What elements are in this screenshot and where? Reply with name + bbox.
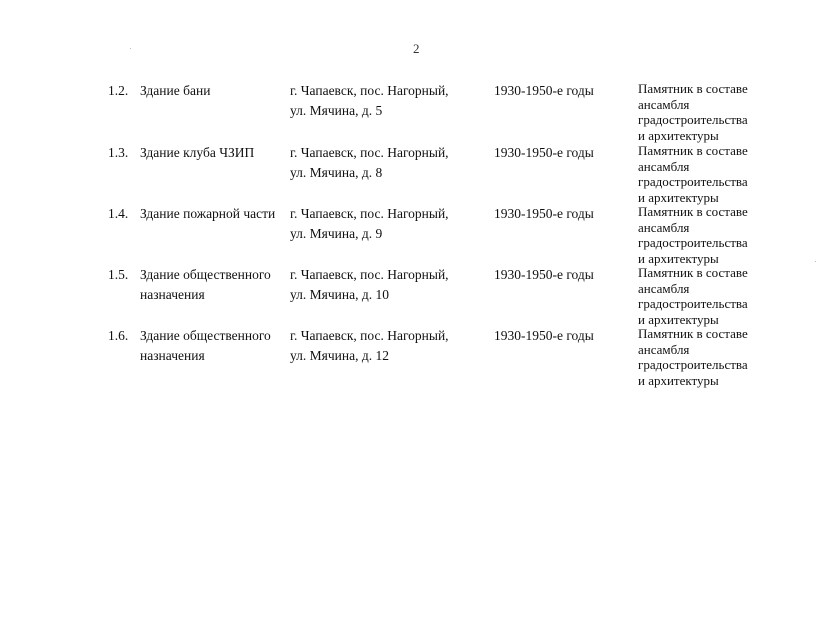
address-line: г. Чапаевск, пос. Нагорный, [290, 328, 449, 343]
address-line: г. Чапаевск, пос. Нагорный, [290, 145, 449, 160]
object-status [638, 326, 748, 388]
status-line: и архитектуры [638, 311, 719, 327]
status-line: градостроительства [638, 174, 748, 189]
status-line: и архитектуры [638, 372, 719, 388]
address-line: ул. Мячина, д. 5 [290, 103, 383, 118]
status-line: градостроительства [638, 357, 748, 372]
object-name-line: назначения [140, 348, 205, 363]
object-status [638, 265, 748, 327]
object-name-line: Здание пожарной части [140, 206, 276, 221]
object-address [290, 326, 449, 366]
status-line: ансамбля [638, 96, 690, 112]
object-name-line: Здание клуба ЧЗИП [140, 145, 255, 160]
address-line: г. Чапаевск, пос. Нагорный, [290, 206, 449, 221]
scan-speck [130, 48, 131, 49]
object-name-line: Здание бани [140, 83, 211, 98]
row-number: 1.4. [108, 206, 129, 221]
address-line: ул. Мячина, д. 12 [290, 348, 389, 363]
row-number: 1.2. [108, 83, 129, 98]
status-line: Памятник в составе [638, 204, 748, 219]
status-line: и архитектуры [638, 127, 719, 143]
table-row [0, 326, 828, 388]
status-line: Памятник в составе [638, 326, 748, 341]
object-name [140, 81, 210, 101]
address-line: ул. Мячина, д. 8 [290, 165, 383, 180]
object-name [140, 143, 254, 163]
table-row [0, 204, 828, 266]
row-number: 1.5. [108, 267, 129, 282]
object-address [290, 143, 449, 183]
status-line: Памятник в составе [638, 265, 748, 280]
status-line: ансамбля [638, 341, 690, 357]
status-line: и архитектуры [638, 189, 719, 205]
status-line: Памятник в составе [638, 143, 748, 158]
status-line: и архитектуры [638, 250, 719, 266]
object-period: 1930-1950-е годы [494, 145, 594, 160]
object-name-line: Здание общественного [140, 328, 271, 343]
page-number: 2 [413, 41, 420, 56]
address-line: г. Чапаевск, пос. Нагорный, [290, 267, 449, 282]
table-row [0, 265, 828, 327]
table-row [0, 143, 828, 205]
object-name [140, 265, 271, 305]
object-status [638, 143, 748, 205]
table-row [0, 81, 828, 143]
status-line: градостроительства [638, 112, 748, 127]
object-period: 1930-1950-е годы [494, 206, 594, 221]
object-period: 1930-1950-е годы [494, 83, 594, 98]
object-name [140, 204, 275, 224]
status-line: Памятник в составе [638, 81, 748, 96]
object-name-line: назначения [140, 287, 205, 302]
address-line: ул. Мячина, д. 10 [290, 287, 389, 302]
status-line: ансамбля [638, 280, 690, 296]
object-address [290, 81, 449, 121]
status-line: ансамбля [638, 219, 690, 235]
status-line: ансамбля [638, 158, 690, 174]
row-number: 1.6. [108, 328, 129, 343]
object-status [638, 81, 748, 143]
object-period: 1930-1950-е годы [494, 267, 594, 282]
object-address [290, 265, 449, 305]
address-line: ул. Мячина, д. 9 [290, 226, 383, 241]
object-address [290, 204, 449, 244]
status-line: градостроительства [638, 235, 748, 250]
object-name-line: Здание общественного [140, 267, 271, 282]
status-line: градостроительства [638, 296, 748, 311]
object-status [638, 204, 748, 266]
address-line: г. Чапаевск, пос. Нагорный, [290, 83, 449, 98]
object-name [140, 326, 271, 366]
row-number: 1.3. [108, 145, 129, 160]
object-period: 1930-1950-е годы [494, 328, 594, 343]
